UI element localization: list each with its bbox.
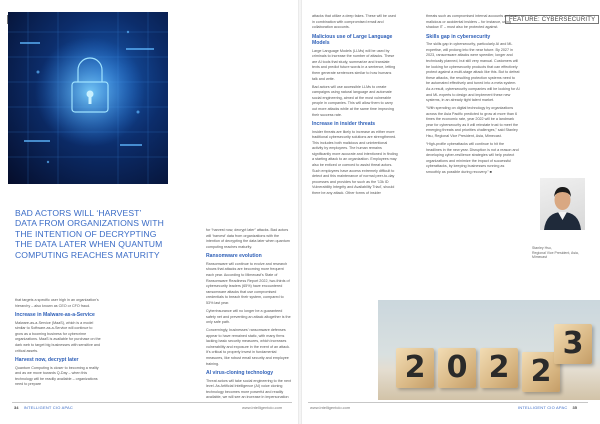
year-blocks-image	[378, 300, 600, 400]
article-column-2	[206, 228, 292, 403]
page-gutter	[298, 0, 302, 424]
number-block: 2	[522, 352, 560, 392]
person-icon	[540, 178, 585, 230]
cyber-lock-icon	[8, 12, 168, 184]
section-tag-right: FEATURE: CYBERSECURITY	[505, 15, 599, 24]
paragraph: “High-profile cyberattacks will continue to hit the headlines in the new year. Disruption is not a reason and developing cyber-resilience strategies will help protect organizations and minimize the impact of successful cyberattacks, by keeping businesses running as smoothly as possible during recovery.” ■	[426, 142, 519, 175]
page-number: 35	[572, 405, 577, 410]
paragraph: Malware-as-a-Service (MaaS), which is a model similar to Software-as-a-Service will continue to grow as a booming business for cybercrime organizations. MaaS is available for purchase on the dark web to target big businesses with sensitive and critical assets.	[15, 320, 101, 353]
paragraph: Insider threats are likely to increase as either more traditional cybersecurity solutions are strengthened. This includes both malicious and unintentional activity by employees. The human remains significantly more accurate and intentioned in finding a starting attack to an organization. Employees may also be enticed or coerced to assist threat actors. Such employees have access extremely difficult to detect and this maintenance of normal peer-to-day processes and provides for such as the '13k ID Vulnerability Integrity and Availability Triad', should there be any attack. Other forms of insider	[312, 129, 398, 196]
footer-left	[14, 405, 73, 410]
paragraph: Ransomware will continue to evolve and research shows that attacks are becoming more frequent each year. According to Mimecast's State of Ransomware Readiness Report 2022, two-thirds of cybersecurity leaders (65%) have encountered ransomware attacks that use compromised credentials to breach their system, compared to 53% last year.	[206, 261, 290, 305]
paragraph: The skills gap in cybersecurity, particularly AI and ML expertise, will prolong into the near future. By 2027 in 2023, ransomware attacks were speedier, longer and technically planned, but still very manual. Customers will be looking for cybersecurity products that can effectively protect against a multi-stage attack like this. But to defeat these attacks, the resulting protection systems need to be automated effectively and tuned into a meta system. As a result, cybersecurity companies will be looking for AI and ML experts to design and implement these new systems, in an already tight talent market.	[426, 42, 520, 103]
subheading: Increase in Malware-as-a-Service	[15, 312, 95, 319]
caption-name: Stanley Hsu,	[532, 246, 552, 250]
paragraph: Large Language Models (LLMs) will be used by criminals to increase the number of attacks. These are AI tools that study, summarize and translate texts and predict future words in a sentence, letting them generate sentences similar to how humans talk and write.	[312, 48, 396, 81]
paragraph: “With spending on digital technology by organizations across the Asia Pacific predicted to grow at more than 6 times the economic rate, year 2022 will be a landmark year for cybersecurity as it will reinstate trust to meet the emerging threats and priorities challenges,” said Stanley Hsu, Regional Vice President, Asia, Mimecast.	[426, 106, 519, 139]
footer-url-right: www.intelligentcio.com	[310, 405, 351, 410]
number-block: 0	[438, 348, 476, 388]
caption-role: Regional Vice President, Asia, Mimecast	[532, 250, 579, 260]
paragraph: Threat actors will take social engineering to the next level. As Artificial Intelligence (AI) voice cloning technology becomes more powerful and readily available, we will see an increase in impersonation	[206, 378, 291, 400]
subheading: Skills gap in cybersecurity	[426, 33, 491, 40]
magazine-name: INTELLIGENT CIO APAC	[23, 405, 73, 410]
article-column-1	[15, 298, 101, 390]
article-column-4	[426, 14, 520, 178]
subheading: Ransomware evolution	[206, 253, 262, 260]
number-block: 2	[480, 348, 518, 388]
subheading: Increase in insider threats	[312, 121, 376, 128]
page-number: 34	[14, 405, 19, 410]
footer-right	[518, 405, 577, 410]
magazine-name: INTELLIGENT CIO APAC	[518, 405, 568, 410]
paragraph: Cyberinsurance will no longer be a guaranteed safety net and preventing an attack altogether is the only safe path.	[206, 308, 291, 325]
paragraph: Bad actors will use accessible LLMs to create campaigns using natural language and automate social engineering, aimed at the most vulnerable people in companies. This will allow them to carry out more attacks while at the same time improving their success rate.	[312, 84, 394, 117]
pull-quote: BAD ACTORS WILL ‘HARVEST’ DATA FROM ORGANIZATIONS WITH THE INTENTION OF DECRYPTING THE DATA LATER WHEN QUANTUM COMPUTING REACHES MATURITY	[15, 208, 164, 260]
paragraph: that targets a specific user high in an organization's hierarchy – also known as CEO or CFO fraud.	[15, 298, 99, 308]
photo-caption	[532, 246, 590, 260]
portrait-photo	[540, 178, 585, 230]
subheading: Malicious use of Large Language Models	[312, 33, 393, 47]
paragraph: threats such as compromised internal accounts and non-malicious or accidental insiders – for instance, using shadow IT – must also be protected against.	[426, 14, 519, 30]
paragraph: attacks that utilize a deep fakes. These will be used in combination with compromised email and collaboration accounts.	[312, 14, 396, 30]
footer-rule-right	[308, 402, 588, 403]
footer-rule-left	[12, 402, 292, 403]
number-block: 2	[396, 348, 434, 388]
footer-url-left: www.intelligentcio.com	[242, 405, 283, 410]
paragraph: Quantum Computing is closer to becoming a reality and as we move towards Q-Day – when this technology will be readily available – organizations need to prepare	[15, 365, 99, 387]
number-block-raised: 3	[554, 324, 592, 364]
subheading: Harvest now, decrypt later	[15, 357, 79, 364]
paragraph: Concerningly, businesses' ransomware defenses appear to have remained static, with many firms lacking basic security measures, which increases vulnerability and exposure in the event of an attack. It's critical to properly invest in fundamental measures, like robust email security and employee training.	[206, 328, 291, 366]
hero-image	[8, 12, 168, 184]
subheading: AI virus-cloning technology	[206, 370, 274, 377]
paragraph: for “harvest now, decrypt later” attacks. Bad actors will ‘harvest’ data from organizations with the intention of decrypting the data later when quantum computing reaches maturity.	[206, 228, 290, 249]
article-column-3	[312, 14, 398, 199]
